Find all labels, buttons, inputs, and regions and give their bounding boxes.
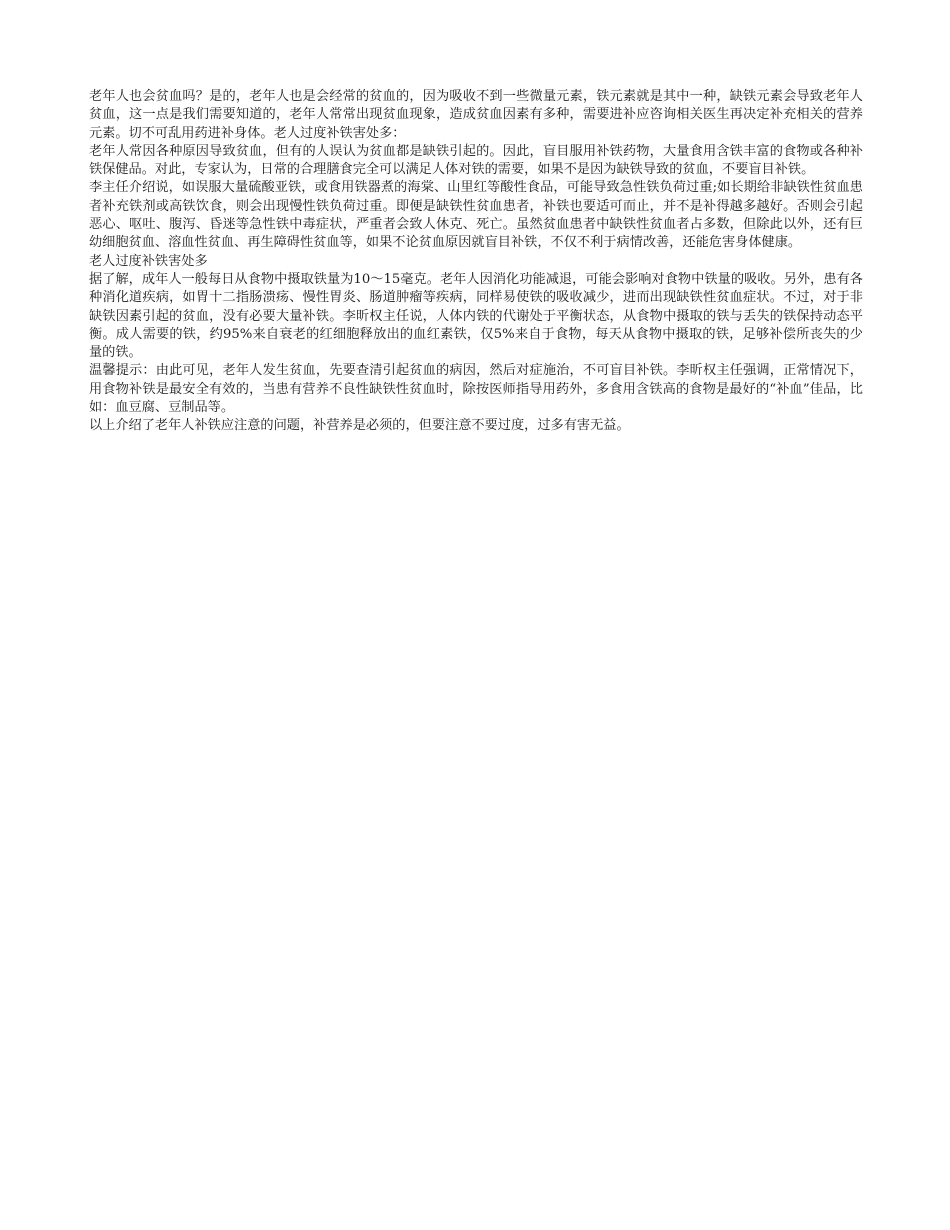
paragraph-tips: 温馨提示：由此可见，老年人发生贫血，先要查清引起贫血的病因，然后对症施治，不可盲目补铁。李昕权主任强调，正常情况下，用食物补铁是最安全有效的，当患有营养不良性缺铁性贫血时，除按医师指导用药外，多食用含铁高的食物是最好的“补血”佳品，比如：血豆腐、豆制品等。 [89, 363, 863, 416]
paragraph-intro: 老年人也会贫血吗？是的，老年人也是会经常的贫血的，因为吸收不到一些微量元素，铁元素就是其中一种，缺铁元素会导致老年人贫血，这一点是我们需要知道的，老年人常常出现贫血现象，造成贫血因素有多种，需要进补应咨询相关医生再决定补充相关的营养元素。切不可乱用药进补身体。老人过度补铁害处多： [89, 89, 863, 141]
paragraph-director-explains: 李主任介绍说，如误服大量硫酸亚铁，或食用铁器煮的海棠、山里红等酸性食品，可能导致急性铁负荷过重;如长期给非缺铁性贫血患者补充铁剂或高铁饮食，则会出现慢性铁负荷过重。即便是缺铁性贫血患者，补铁也要适可而止，并不是补得越多越好。否则会引起恶心、呕吐、腹泻、昏迷等急性铁中毒症状，严重者会致人休克、死亡。虽然贫血患者中缺铁性贫血者占多数，但除此以外，还有巨幼细胞贫血、溶血性贫血、再生障碍性贫血等，如果不论贫血原因就盲目补铁，不仅不利于病情改善，还能危害身体健康。 [89, 180, 863, 251]
section-heading: 老人过度补铁害处多 [89, 253, 208, 269]
paragraph-conclusion: 以上介绍了老年人补铁应注意的问题，补营养是必须的，但要注意不要过度，过多有害无益。 [89, 418, 630, 434]
paragraph-causes: 老年人常因各种原因导致贫血，但有的人误认为贫血都是缺铁引起的。因此，盲目服用补铁药物，大量食用含铁丰富的食物或各种补铁保健品。对此，专家认为，日常的合理膳食完全可以满足人体对铁的需要，如果不是因为缺铁导致的贫血，不要盲目补铁。 [89, 143, 863, 178]
document-body [89, 88, 863, 436]
paragraph-iron-intake: 据了解，成年人一般每日从食物中摄取铁量为10～15毫克。老年人因消化功能减退，可能会影响对食物中铁量的吸收。另外，患有各种消化道疾病，如胃十二指肠溃疡、慢性胃炎、肠道肿瘤等疾病，同样易使铁的吸收减少，进而出现缺铁性贫血症状。不过，对于非缺铁因素引起的贫血，没有必要大量补铁。李昕权主任说，人体内铁的代谢处于平衡状态，从食物中摄取的铁与丢失的铁保持动态平衡。成人需要的铁，约95%来自衰老的红细胞释放出的血红素铁，仅5%来自于食物，每天从食物中摄取的铁，足够补偿所丧失的少量的铁。 [89, 271, 863, 361]
